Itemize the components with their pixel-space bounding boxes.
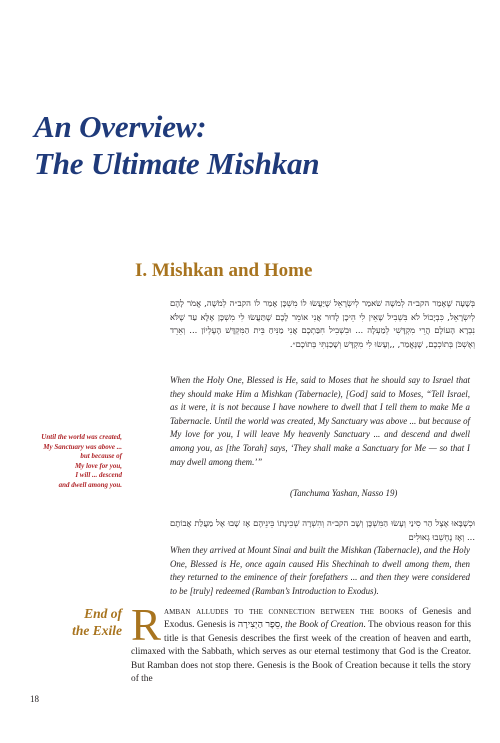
drop-cap: R [131, 600, 162, 650]
margin-note-line: I will ... descend [75, 471, 122, 480]
opening-smallcaps: amban alludes to the connection between the books [164, 607, 404, 617]
margin-note-line: My Sanctuary was above ... [43, 442, 122, 451]
section-title: I. Mishkan and Home [135, 260, 313, 281]
margin-note-line: My love for you, [74, 461, 122, 470]
translation-tanchuma: When the Holy One, Blessed is He, said to Moses that he should say to Israel that they should make Him a Mishkan (Tabernacle), [God] said to Moses, “Tell Israel, as it were, it is not because I have nowhere to dwell that I tell them to make Me a Tabernacle. Until the world was created, My Sanctuary was above ... but because of My love for you, I will leave My heavenly Sanctuary ... and descend and dwell among you, as [the Torah] says, ‘They shall make a Sanctuary for Me — so that I may dwell among them.’” [170, 375, 470, 467]
side-heading [38, 605, 122, 639]
translation-ramban: When they arrived at Mount Sinai and built the Mishkan (Tabernacle), and the Holy One, Blessed is He, once again caused His Shechinah to dwell among them, then they returned to the eminence of their forefathers ... and then they were considered to be [truly] redeemed (Ramban’s Introduction to Exodus). [170, 545, 470, 596]
body-text-segment: , [280, 620, 286, 631]
side-heading-line-1: End of [84, 606, 122, 621]
body-paragraph [131, 600, 472, 686]
margin-note-line: Until the world was created, [41, 433, 122, 441]
hebrew-term: סֵפֶר הַיְצִירָה [237, 620, 281, 631]
chapter-title-line-2: The Ultimate Mishkan [34, 146, 320, 181]
chapter-title [34, 108, 474, 182]
body-text-segment: of Genesis and Exodus. Genesis is [164, 607, 472, 631]
margin-note-line: but because of [80, 452, 122, 461]
side-heading-line-2: the Exile [72, 623, 122, 638]
italic-term: the Book of Creation [285, 620, 364, 631]
margin-note-line: and dwell among you. [58, 480, 122, 489]
hebrew-quote-ramban: וּכְשֶׁבָּאוּ אֶצֶל הַר סִינַי וְעָשׂוּ הַמִּשְׁכָּן וְשָׁב הקב״ה וְהִשְׁרָה שְׁכִינָתוֹ בֵּינֵיהֶם אָז שָׁבוּ אֶל מַעֲלַת אֲבוֹתָם ... וְאָז נֶחְשְׁבוּ גְאוּלִים [170, 518, 475, 542]
citation-tanchuma: (Tanchuma Yashan, Nasso 19) [290, 488, 398, 498]
body-text-segment: . The obvious reason for this title is that Genesis describes the first week of the creation of heaven and earth, climaxed with the Sabbath, which serves as our eternal testimony that God is the Creator. But Ramban does not stop there. Genesis is the Book of Creation because it tells the story of the [131, 620, 471, 685]
chapter-title-line-1: An Overview: [34, 109, 207, 144]
hebrew-quote-tanchuma: בְּשָׁעָה שֶׁאָמַר הקב״ה לְמֹשֶׁה שֹׁאמַר לְיִשְׂרָאֵל שֶׁיַּעֲשׂוּ לוֹ מִשְׁכָּן אָמַר לוֹ הקב״ה לְמֹשֶׁה, אֱמֹר לָהֶם לְיִשְׂרָאֵל, כִּבְיָכוֹל לֹא בִּשְׁבִיל שֶׁאֵין לִי הֵיכָן לָדוּר אֲנִי אוֹמֵר לָכֶם שֶׁתַּעֲשׂוּ לִי מִשְׁכָּן אֶלָּא עַד שֶׁלֹּא נִבְרָא הָעוֹלָם הֲרֵי מִקְדָּשִׁי לְמַעְלָה ... וּבִשְׁבִיל חִבַּתְכֶם אֲנִי מַנִּיחַ בֵּית הַמִּקְדָּשׁ הָעֶלְיוֹן ... וְאֵרֵד וְאֶשְׁכֹּן בְּתוֹכְכֶם, שֶׁנֶּאֱמַר, ,,וְעָשׂוּ לִי מִקְדָּשׁ וְשָׁכַנְתִּי בְּתוֹכָם״. [170, 298, 475, 349]
page-number: 18 [30, 694, 39, 704]
margin-pull-quote [22, 433, 122, 491]
